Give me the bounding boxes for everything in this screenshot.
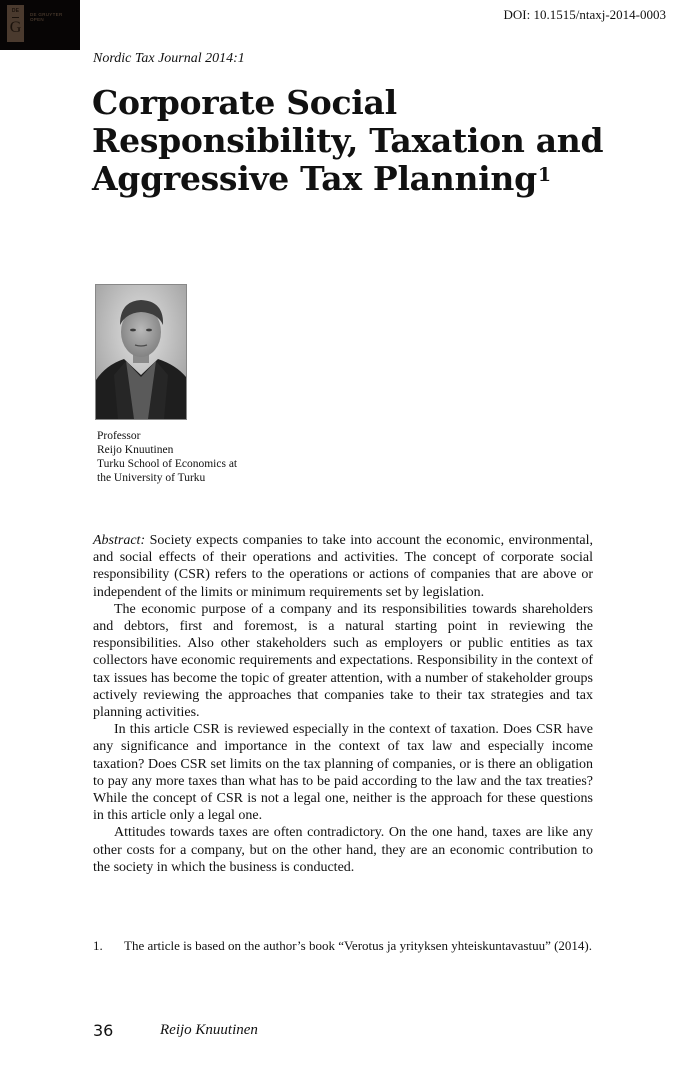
- abstract-paragraph-text: Society expects companies to take into account the economic, environmental, and social effects of their operations and activities. The concept of corporate social responsibility (CSR) refers to the operations or actions of companies that are above or independent of the limits or minimum requirements set by legislation.: [93, 533, 593, 600]
- author-affiliation: the University of Turku: [97, 472, 206, 484]
- journal-name: Nordic Tax Journal 2014:1: [93, 51, 245, 66]
- author-title: Professor: [97, 430, 141, 442]
- logo-brand-line2: OPEN: [30, 17, 44, 22]
- abstract-paragraph: In this article CSR is reviewed especially in the context of taxation. Does CSR have any significance and importance in the context of tax law and especially income taxation? Does CSR set limits on the tax planning of companies, or is there an obligation to pay any more taxes than what has to be paid according to the law and the tax treaties? While the concept of CSR is not a legal one, neither is the approach for these questions in this article only a legal one.: [93, 722, 593, 824]
- author-affiliation: Turku School of Economics at: [97, 458, 238, 470]
- publisher-logo: [0, 0, 80, 50]
- abstract-paragraph: The economic purpose of a company and its responsibilities towards shareholders and debtors, first and foremost, is a natural starting point in reviewing the responsibilities. Also other stakeholders such as employers or public entities as tax collectors have economic requirements and expectations. Responsibility in the context of tax issues has become the topic of greater attention, with a number of stakeholder groups actively reviewing the approaches that companies take to their tax strategies and tax planning activities.: [93, 601, 593, 721]
- title-footnote-ref[interactable]: 1: [537, 164, 551, 186]
- abstract-paragraph: [93, 532, 593, 601]
- doi: DOI: 10.1515/ntaxj-2014-0003: [503, 7, 666, 22]
- author-photo: [95, 284, 187, 420]
- logo-mark-divider: [12, 17, 19, 18]
- footnote-number: 1.: [93, 938, 103, 953]
- title-line: Corporate Social: [92, 83, 397, 122]
- logo-mark-bottom: G: [9, 19, 22, 36]
- de-gruyter-logo-mark: [7, 5, 24, 42]
- author-caption: [97, 429, 237, 485]
- abstract: [93, 532, 593, 876]
- title-line: Aggressive Tax Planning: [92, 159, 537, 198]
- abstract-paragraph: Attitudes towards taxes are often contradictory. On the one hand, taxes are like any other costs for a company, but on the other hand, they are an economic contribution to the society in which the business is conducted.: [93, 825, 593, 875]
- footnote: [93, 938, 593, 954]
- logo-brand-text: [30, 12, 63, 22]
- author-name: Reijo Knuutinen: [97, 444, 174, 456]
- logo-brand-line1: DE GRUYTER: [30, 12, 63, 17]
- abstract-label: Abstract:: [93, 533, 146, 548]
- title-line: Responsibility, Taxation and: [92, 121, 604, 160]
- running-author: Reijo Knuutinen: [160, 1022, 258, 1038]
- article-title: [92, 84, 612, 198]
- footnote-text: The article is based on the author’s book “Verotus ja yrityksen yhteiskuntavastuu” (2014).: [124, 938, 593, 953]
- page-number: 36: [93, 1021, 114, 1040]
- logo-mark-top: DE: [11, 8, 20, 14]
- author-portrait-icon: [96, 285, 186, 419]
